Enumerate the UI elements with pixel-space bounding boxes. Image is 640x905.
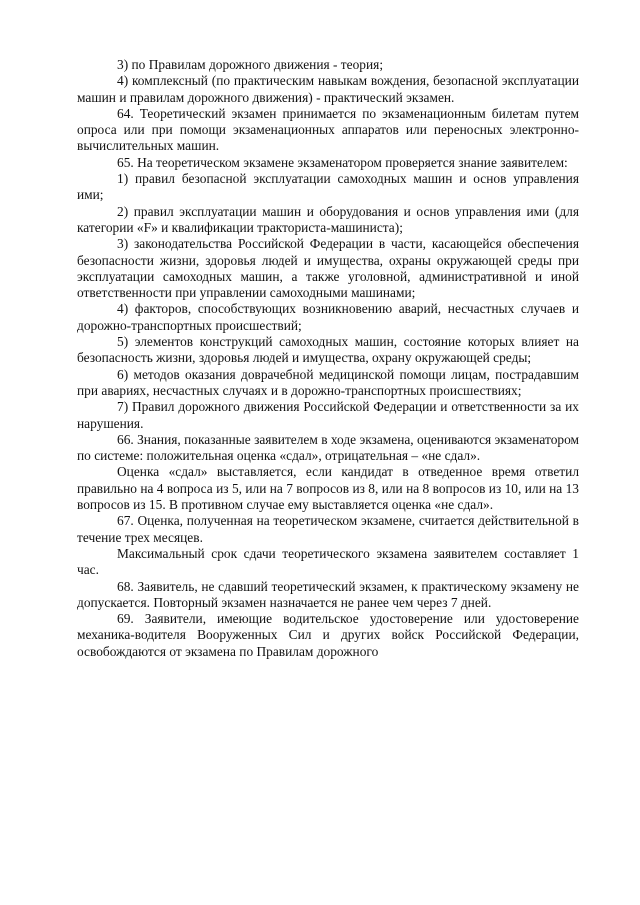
paragraph-67-time-limit: Максимальный срок сдачи теоретического экзамена заявителем составляет 1 час. xyxy=(77,545,579,578)
paragraph-item-3-theory: 3) по Правилам дорожного движения - теория; xyxy=(117,57,384,72)
paragraph-64: 64. Теоретический экзамен принимается по экзаменационным билетам путем опроса или при помощи экзаменационных аппаратов или переносных электронно-вычислительных машин. xyxy=(77,105,579,154)
paragraph-65: 65. На теоретическом экзамене экзаменатором проверяется знание заявителем: xyxy=(117,154,568,170)
paragraph-65-item-1: 1) правил безопасной эксплуатации самоходных машин и основ управления ими; xyxy=(77,171,579,203)
paragraph-65-item-6: 6) методов оказания доврачебной медицинской помощи лицам, пострадавшим при авариях, несчастных случаях и в дорожно-транспортных происшествиях; xyxy=(77,366,579,398)
paragraph-66-grading: Оценка «сдал» выставляется, если кандидат в отведенное время ответил правильно на 4 вопроса из 5, или на 7 вопросов из 8, или на 8 вопросов из 10, или на 13 вопросов из 15. В противном случае ему выставляется оценка «не сдал». xyxy=(77,464,579,513)
document-page xyxy=(77,57,579,660)
paragraph-67: 67. Оценка, полученная на теоретическом экзамене, считается действительной в течение трех месяцев. xyxy=(77,513,579,545)
paragraph-69: 69. Заявители, имеющие водительское удостоверение или удостоверение механика-водителя Вооруженных Сил и других войск Российской Федерации, освобождаются от экзамена по Правилам дорожного xyxy=(77,611,579,659)
paragraph-66: 66. Знания, показанные заявителем в ходе экзамена, оцениваются экзаменатором по системе: положительная оценка «сдал», отрицательная – «не сдал». xyxy=(77,431,579,464)
paragraph-65-item-3: 3) законодательства Российской Федерации в части, касающейся обеспечения безопасности жизни, здоровья людей и имущества, охраны окружающей среды при эксплуатации самоходных машин, а также уголовной, административной и иной ответственности при управлении самоходными машинами; xyxy=(77,236,579,301)
paragraph-65-item-4: 4) факторов, способствующих возникновению аварий, несчастных случаев и дорожно-транспортных происшествий; xyxy=(77,301,579,333)
paragraph-65-item-7: 7) Правил дорожного движения Российской Федерации и ответственности за их нарушения. xyxy=(77,399,579,431)
paragraph-68: 68. Заявитель, не сдавший теоретический экзамен, к практическому экзамену не допускается. Повторный экзамен назначается не ранее чем через 7 дней. xyxy=(77,578,579,610)
paragraph-65-item-5: 5) элементов конструкций самоходных машин, состояние которых влияет на безопасность жизни, здоровья людей и имущества, охрану окружающей среды; xyxy=(77,334,579,366)
paragraph-item-4-complex-exam: 4) комплексный (по практическим навыкам вождения, безопасной эксплуатации машин и правилам дорожного движения) - практический экзамен. xyxy=(77,73,579,105)
paragraph-65-item-2: 2) правил эксплуатации машин и оборудования и основ управления ими (для категории «F» и квалификации тракториста-машиниста); xyxy=(77,203,579,235)
